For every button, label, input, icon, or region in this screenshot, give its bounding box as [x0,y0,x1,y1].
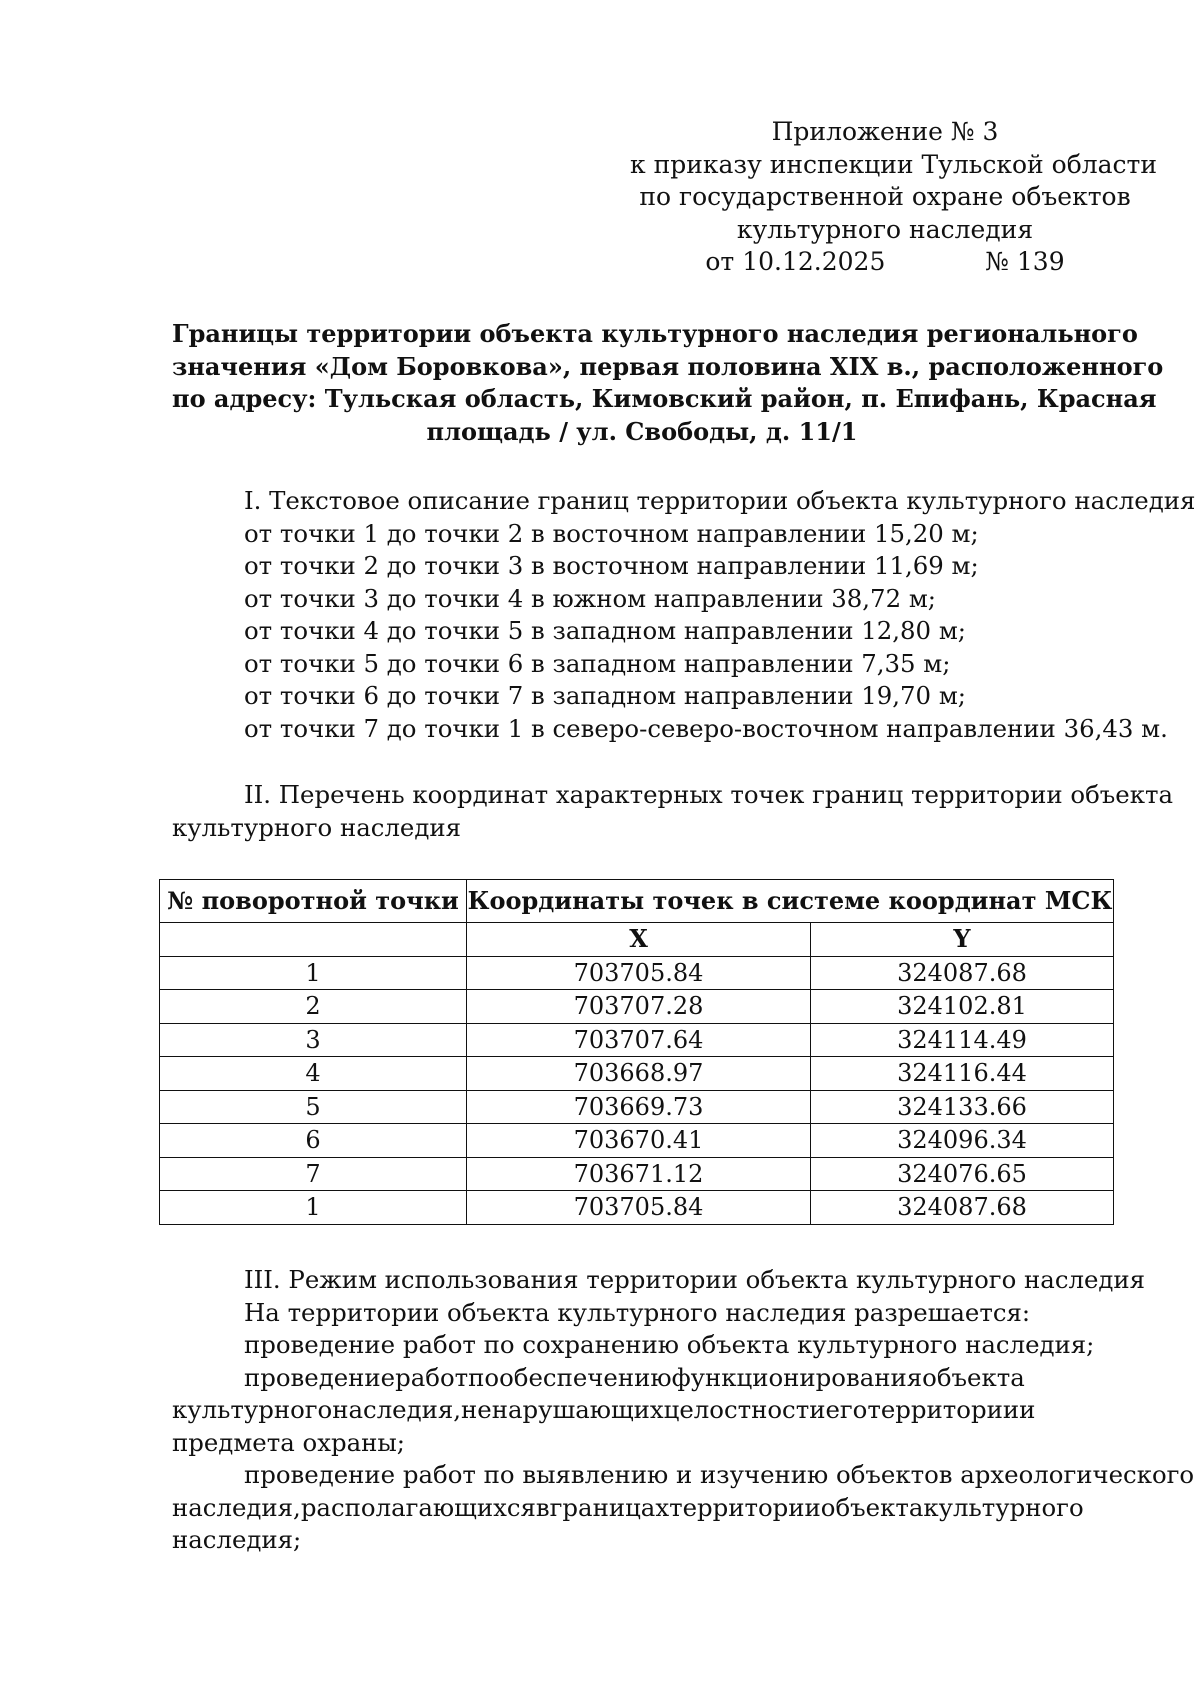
y-cell: 324096.34 [811,1124,1114,1158]
permission-intro: На территории объекта культурного наследия разрешается: [244,1297,1031,1327]
order-number: № 139 [985,247,1065,276]
table-row [160,990,1114,1024]
x-cell: 703668.97 [467,1057,811,1091]
point-cell: 5 [160,1090,467,1124]
x-cell: 703669.73 [467,1090,811,1124]
table-row [160,1157,1114,1191]
boundary-segment: от точки 1 до точки 2 в восточном направлении 15,20 м; [244,518,979,548]
appendix-header [630,116,1158,279]
permission-item: проведение работ по выявлению и изучению объектов археологического [244,1460,1195,1489]
coordinates-table [159,879,1114,1225]
order-date: от 10.12.2025 [705,247,886,276]
x-cell: 703670.41 [467,1124,811,1158]
table-row [160,956,1114,990]
y-cell: 324102.81 [811,990,1114,1024]
permission-item-cont: наследия; [172,1525,302,1554]
column-header-y: Y [811,923,1114,957]
column-header-x: X [467,923,811,957]
table-row [160,1090,1114,1124]
section-boundary-description [172,485,1196,745]
section-usage-regime [172,1264,1195,1557]
appendix-date-row [630,246,1140,279]
point-cell: 6 [160,1124,467,1158]
title-line: по адресу: Тульская область, Кимовский район, п. Епифань, Красная [172,384,1157,413]
point-cell: 2 [160,990,467,1024]
section-heading-cont: культурного наследия [172,812,462,842]
boundary-segment: от точки 5 до точки 6 в западном направлении 7,35 м; [244,648,951,678]
section-heading: III. Режим использования территории объекта культурного наследия [244,1265,1146,1294]
boundary-segment: от точки 3 до точки 4 в южном направлении 38,72 м; [244,583,937,613]
permission-item-cont: предмета охраны; [172,1427,405,1457]
title-line: Границы территории объекта культурного наследия регионального [172,319,1138,348]
point-cell: 1 [160,1191,467,1225]
boundary-segment: от точки 4 до точки 5 в западном направлении 12,80 м; [244,616,967,645]
appendix-order-ref: к приказу инспекции Тульской области [630,149,1158,179]
boundary-segment: от точки 7 до точки 1 в северо-северо-восточном направлении 36,43 м. [244,713,1168,743]
point-cell: 1 [160,956,467,990]
x-cell: 703707.28 [467,990,811,1024]
x-cell: 703671.12 [467,1157,811,1191]
table-header-row [160,880,1114,923]
column-header-point: № поворотной точки [160,880,467,923]
permission-item-cont: наследия,располагающихсявграницахтерриторииобъектакультурного [172,1492,1084,1522]
section-heading: II. Перечень координат характерных точек границ территории объекта [244,780,1174,809]
document-title [172,318,1164,448]
y-cell: 324116.44 [811,1057,1114,1091]
section-heading: I. Текстовое описание границ территории объекта культурного наследия [244,486,1196,515]
y-cell: 324114.49 [811,1023,1114,1057]
y-cell: 324133.66 [811,1090,1114,1124]
table-row [160,1191,1114,1225]
permission-item: проведениеработпообеспечениюфункционированияобъекта [244,1362,1025,1392]
x-cell: 703705.84 [467,1191,811,1225]
table-subheader-row [160,923,1114,957]
x-cell: 703707.64 [467,1023,811,1057]
appendix-number: Приложение № 3 [771,117,999,146]
permission-item: проведение работ по сохранению объекта культурного наследия; [244,1330,1095,1359]
boundary-segment: от точки 2 до точки 3 в восточном направлении 11,69 м; [244,551,979,580]
table-row [160,1124,1114,1158]
table-row [160,1057,1114,1091]
permission-item-cont: культурногонаследия,ненарушающихцелостностиеготерриториии [172,1395,1036,1424]
point-cell: 7 [160,1157,467,1191]
y-cell: 324087.68 [811,1191,1114,1225]
empty-cell [160,923,467,957]
x-cell: 703705.84 [467,956,811,990]
appendix-authority: по государственной охране объектов [639,182,1131,211]
section-coordinates-heading [172,779,1174,844]
title-line: значения «Дом Боровкова», первая половина XIX в., расположенного [172,351,1164,381]
column-header-coords: Координаты точек в системе координат МСК [467,880,1114,923]
boundary-segment: от точки 6 до точки 7 в западном направлении 19,70 м; [244,681,967,710]
point-cell: 4 [160,1057,467,1091]
title-line: площадь / ул. Свободы, д. 11/1 [426,416,858,446]
point-cell: 3 [160,1023,467,1057]
table-row [160,1023,1114,1057]
appendix-authority-cont: культурного наследия [736,214,1034,244]
y-cell: 324076.65 [811,1157,1114,1191]
y-cell: 324087.68 [811,956,1114,990]
